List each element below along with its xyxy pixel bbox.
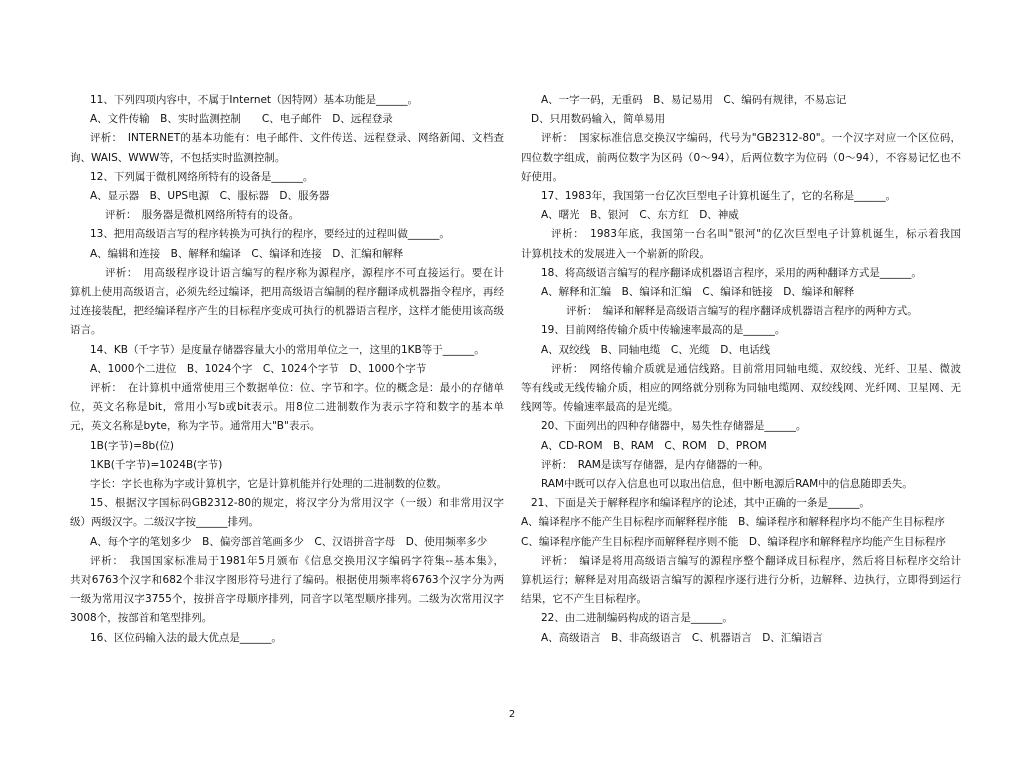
left-text-line: A、显示器 B、UPS电源 C、服标器 D、服务器 — [90, 190, 330, 202]
right-text-line: 线网等。传输速率最高的是光缆。 — [521, 401, 679, 414]
left-text-line: 字长：字长也称为字或计算机字，它是计算机能并行处理的二进制数的位数。 — [90, 478, 447, 490]
right-text-line: A、高级语言 B、非高级语言 C、机器语言 D、汇编语言 — [541, 631, 823, 644]
right-text-line: 评析： RAM是读写存储器，是内存储器的一种。 — [541, 458, 769, 471]
right-text-line: 算机运行；解释是对用高级语言编写的源程序逐行进行分析，边解释、边执行，立即得到运行 — [521, 574, 961, 586]
right-text-line: A、解释和汇编 B、编译和汇编 C、编译和链接 D、编译和解释 — [541, 286, 855, 298]
left-text-line: 过连接装配，把经编译程序产生的目标程序变成可执行的机器语言程序，这样才能使用该高级 — [70, 305, 504, 318]
right-text-line: A、双绞线 B、同轴电缆 C、光缆 D、电话线 — [541, 343, 771, 356]
left-text-line: 12、下列属于微机网络所特有的设备是______。 — [90, 170, 314, 183]
left-text-line: 1KB(千字节)=1024B(字节) — [90, 458, 223, 471]
left-text-line: A、1000个二进位 B、1024个字 C、1024个字节 D、1000个字节 — [90, 362, 427, 375]
right-text-line: 20、下面列出的四种存储器中，易失性存储器是______。 — [541, 420, 807, 433]
right-text-line: 17、1983年，我国第一台亿次巨型电子计算机诞生了，它的名称是______。 — [541, 190, 897, 202]
right-text-line: 评析： 编译是将用高级语言编写的源程序整个翻译成目标程序，然后将目标程序交给计 — [541, 554, 961, 567]
left-text-line: A、文件传输 B、实时监测控制 C、电子邮件 D、远程登录 — [90, 113, 393, 126]
left-text-line: 询、WAIS、WWW等，不包括实时监测控制。 — [70, 151, 286, 164]
right-text-line: A、编译程序不能产生目标程序而解释程序能 B、编译程序和解释程序均不能产生目标程序 — [521, 516, 945, 529]
right-text-line: 好使用。 — [521, 170, 563, 183]
left-text-line: 15、根据汉字国标码GB2312-80的规定，将汉字分为常用汉字（一级）和非常用汉字 — [90, 497, 504, 510]
right-text-line: D、只用数码输入，简单易用 — [531, 113, 666, 126]
right-text-line: 评析： 网络传输介质就是通信线路。目前常用同轴电缆、双绞线、光纤、卫星、微波 — [551, 362, 961, 375]
left-text-line: 评析： 我国国家标准局于1981年5月颁布《信息交换用汉字编码字符集--基本集》， — [90, 554, 504, 567]
right-text-line: 评析： 编译和解释是高级语言编写的程序翻译成机器语言程序的两种方式。 — [566, 305, 918, 318]
right-text-line: A、CD-ROM B、RAM C、ROM D、PROM — [541, 439, 767, 452]
left-text-line: 一级为常用汉字3755个，按拼音字母顺序排列，同音字以笔型顺序排列。二级为次常用汉字 — [70, 593, 504, 606]
left-text-line: 16、区位码输入法的最大优点是______。 — [90, 631, 282, 644]
left-text-line: A、编辑和连接 B、解释和编译 C、编译和连接 D、汇编和解释 — [90, 247, 404, 260]
right-text-line: 等有线或无线传输介质，相应的网络就分别称为同轴电缆网、双绞线网、光纤网、卫星网、无 — [521, 382, 961, 394]
left-text-line: 位，英文名称是bit，常用小写b或bit表示。用8位二进制数作为表示字符和数字的基本单 — [70, 401, 504, 414]
left-text-line: 评析： 用高级程序设计语言编写的程序称为源程序，源程序不可直接运行。要在计 — [105, 266, 504, 279]
left-text-line: 语言。 — [70, 324, 102, 337]
right-text-line: 19、目前网络传输介质中传输速率最高的是______。 — [541, 324, 786, 337]
left-text-line: 评析： INTERNET的基本功能有：电子邮件、文件传送、远程登录、网络新闻、文档查 — [90, 132, 504, 145]
left-text-line: 13、把用高级语言写的程序转换为可执行的程序，要经过的过程叫做______。 — [90, 228, 450, 241]
left-text-line: 级）两级汉字。二级汉字按______排列。 — [70, 516, 259, 529]
left-text-line: 评析： 在计算机中通常使用三个数据单位：位、字节和字。位的概念是：最小的存储单 — [90, 382, 504, 394]
left-text-line: 14、KB（千字节）是度量存储器容量大小的常用单位之一，这里的1KB等于______。 — [90, 343, 485, 356]
left-text-line: 共对6763个汉字和682个非汉字图形符号进行了编码。根据使用频率将6763个汉字分为两 — [70, 574, 504, 586]
left-text-line: 算机上使用高级语言，必须先经过编译，把用高级语言编制的程序翻译成机器指令程序，再经 — [70, 286, 504, 298]
right-text-line: 评析： 国家标准信息交换汉字编码，代号为"GB2312-80"。一个汉字对应一个区位码， — [541, 132, 961, 145]
left-text-line: 元，英文名称是byte，称为字节。通常用大"B"表示。 — [70, 420, 321, 433]
right-text-line: C、编译程序能产生目标程序而解释程序则不能 D、编译程序和解释程序均能产生目标程序 — [521, 535, 946, 548]
left-text-line: A、每个字的笔划多少 B、偏旁部首笔画多少 C、汉语拼音字母 D、使用频率多少 — [90, 535, 488, 548]
right-text-line: 评析： 1983年底，我国第一台名叫"银河"的亿次巨型电子计算机诞生，标示着我国 — [551, 228, 961, 241]
right-text-line: 22、由二进制编码构成的语言是______。 — [541, 612, 733, 625]
right-text-line: 计算机技术的发展进入一个崭新的阶段。 — [521, 247, 710, 260]
page-number: 2 — [508, 709, 516, 720]
right-text-line: 四位数字组成，前两位数字为区码（0～94），后两位数字为位码（0～94），不容易记忆也不 — [521, 151, 961, 164]
left-text-line: 评析： 服务器是微机网络所特有的设备。 — [105, 209, 300, 222]
right-text-line: A、曙光 B、银河 C、东方红 D、神威 — [541, 209, 739, 222]
left-text-line: 1B(字节)=8b(位) — [90, 439, 174, 452]
right-text-line: RAM中既可以存入信息也可以取出信息，但中断电源后RAM中的信息随即丢失。 — [541, 478, 913, 490]
right-text-line: 18、将高级语言编写的程序翻译成机器语言程序，采用的两种翻译方式是______。 — [541, 266, 922, 279]
left-text-line: 11、下列四项内容中，不属于Internet（因特网）基本功能是______。 — [90, 94, 419, 106]
right-text-line: A、一字一码，无重码 B、易记易用 C、编码有规律，不易忘记 — [541, 94, 847, 106]
right-text-line: 21、下面是关于解释程序和编译程序的论述，其中正确的一条是______。 — [531, 497, 870, 510]
right-text-line: 结果，它不产生目标程序。 — [521, 593, 647, 606]
left-text-line: 3008个，按部首和笔型排列。 — [70, 612, 213, 625]
